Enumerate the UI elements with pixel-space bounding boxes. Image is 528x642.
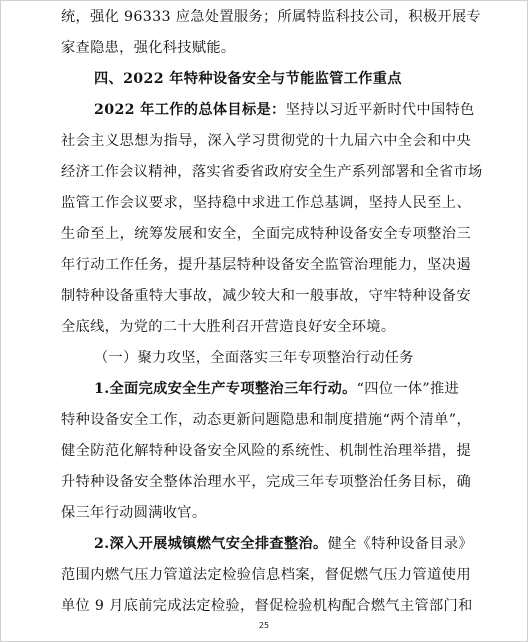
text-line — [94, 379, 471, 399]
text-line: 制特种设备重特大事故，减少较大和一般事故，守牢特种设备安 — [61, 288, 471, 304]
text-line: 经济工作会议精神，落实省委省政府安全生产系列部署和全省市场 — [61, 164, 483, 180]
text-line: 范围内燃气压力管道法定检验信息档案，督促燃气压力管道使用 — [61, 567, 471, 583]
text-run: “四位一体”推进 — [356, 381, 460, 397]
text-line: 家查隐患，强化科技赋能。 — [61, 40, 236, 56]
text-run: 健全《特种设备目录》 — [327, 536, 473, 552]
text-line: 社会主义思想为指导，深入学习贯彻党的十九届六中全会和中央 — [61, 133, 471, 149]
bold-lead: 2022 年工作的总体目标是： — [94, 102, 286, 118]
bold-lead: 1.全面完成安全生产专项整治三年行动。 — [94, 381, 357, 397]
bold-lead: 2.深入开展城镇燃气安全排查整治。 — [94, 536, 328, 552]
text-line: 生命至上，统筹发展和安全，全面完成特种设备安全专项整治三 — [61, 226, 471, 242]
text-line: 全底线，为党的二十大胜利召开营造良好安全环境。 — [61, 319, 396, 335]
text-line: 单位 9 月底前完成法定检验，督促检验机构配合燃气主管部门和 — [61, 598, 473, 614]
text-line: 统，强化 96333 应急处置服务；所属特监科技公司，积极开展专 — [61, 9, 482, 25]
text-run: 坚持以习近平新时代中国特色 — [285, 102, 475, 118]
text-line: 特种设备安全工作，动态更新问题隐患和制度措施“两个清单”， — [61, 412, 471, 428]
page-number: 25 — [258, 621, 270, 630]
text-line: 健全防范化解特种设备安全风险的系统性、机制性治理举措，提 — [61, 443, 471, 459]
text-line: 升特种设备安全整体治理水平，完成三年专项整治任务目标，确 — [61, 474, 471, 490]
text-line — [94, 534, 471, 554]
text-line: 年行动工作任务，提升基层特种设备安全监管治理能力，坚决遏 — [61, 257, 471, 273]
subsection-heading: （一）聚力攻坚，全面落实三年专项整治行动任务 — [94, 350, 414, 366]
text-line — [94, 100, 475, 120]
text-line: 监管工作会议要求，坚持稳中求进工作总基调，坚持人民至上、 — [61, 195, 471, 211]
text-line: 保三年行动圆满收官。 — [61, 505, 207, 521]
section-heading: 四、2022 年特种设备安全与节能监管工作重点 — [94, 71, 402, 87]
